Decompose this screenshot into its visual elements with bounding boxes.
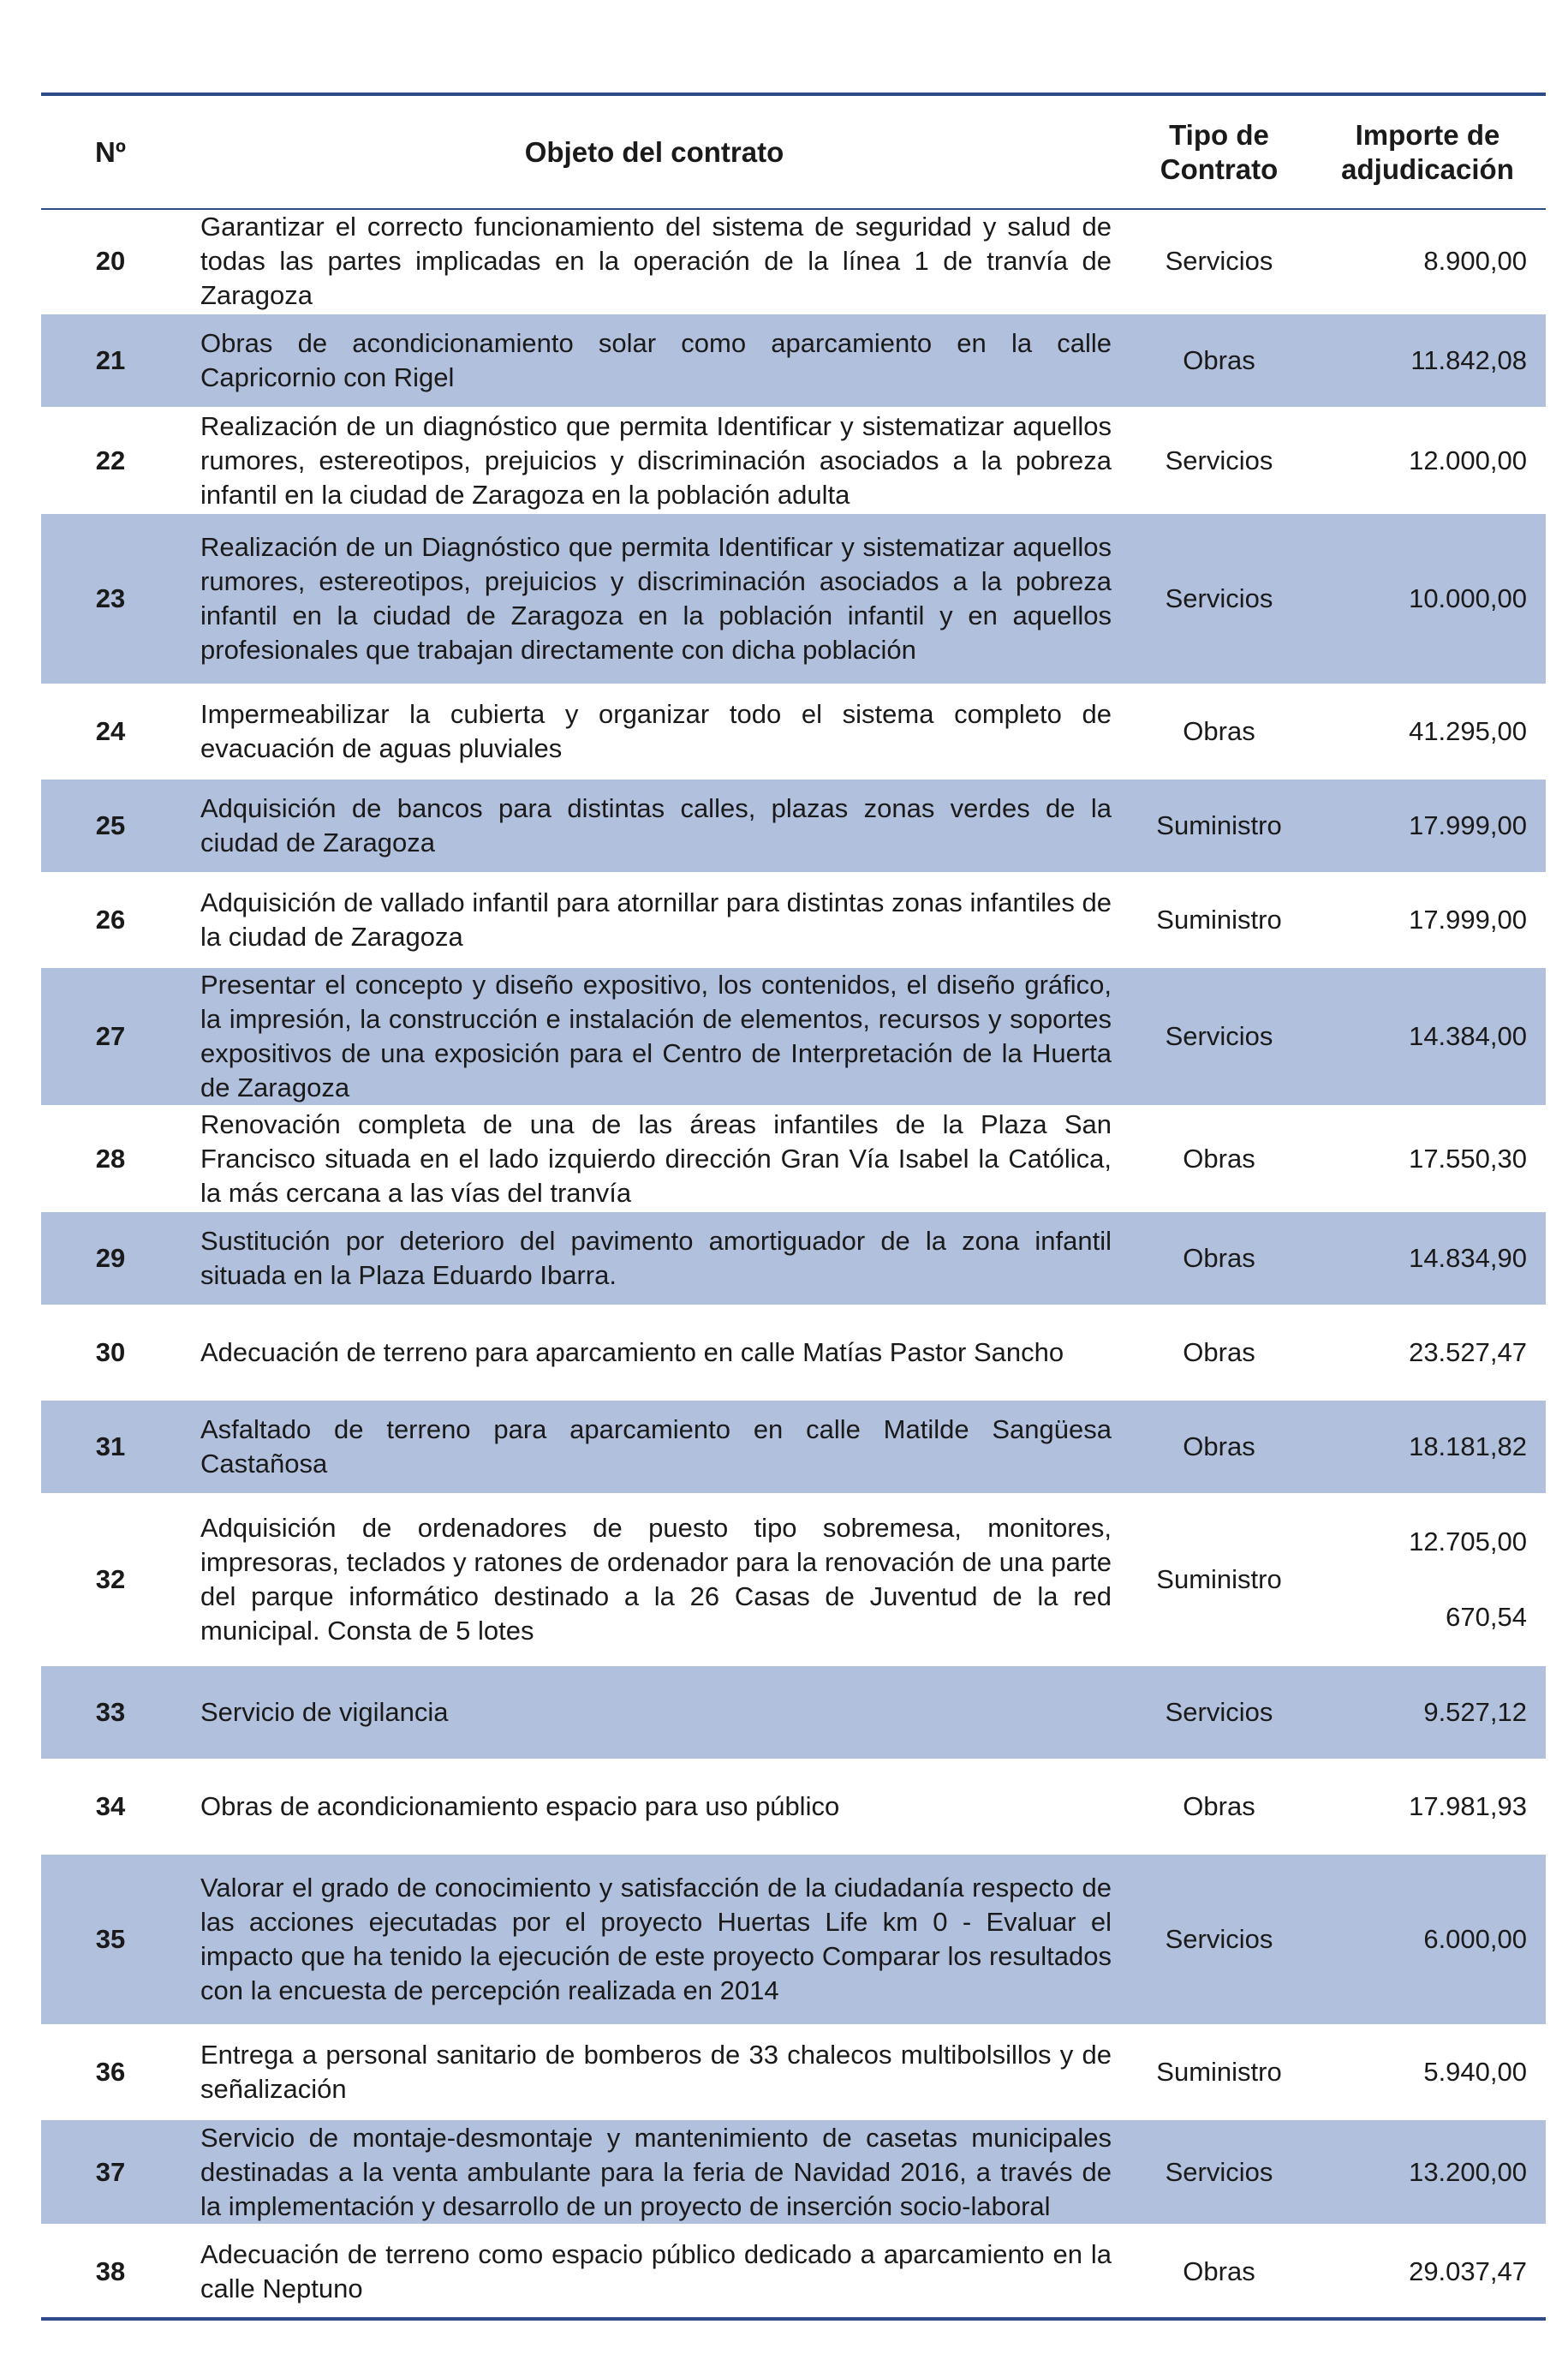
row-importe: 17.981,93 <box>1409 1791 1527 1821</box>
header-importe: Importe de adjudicación <box>1341 118 1514 185</box>
table-row <box>41 967 1546 1106</box>
row-number: 28 <box>95 1143 126 1174</box>
row-number: 26 <box>95 905 126 935</box>
row-tipo: Suministro <box>1156 2057 1282 2087</box>
header-tipo: Tipo de Contrato <box>1160 118 1279 185</box>
row-number: 36 <box>95 2057 126 2087</box>
row-tipo: Servicios <box>1165 445 1273 475</box>
row-number: 21 <box>41 314 180 408</box>
row-tipo: Obras <box>1129 314 1309 408</box>
row-number: 37 <box>41 2119 180 2225</box>
header-num: Nº <box>95 135 126 168</box>
row-importe: 14.834,90 <box>1309 1211 1546 1306</box>
row-number: 30 <box>95 1337 126 1367</box>
contracts-table <box>41 93 1546 2321</box>
table-row <box>41 1211 1546 1306</box>
row-importe: 6.000,00 <box>1309 1854 1546 2025</box>
row-importe: 14.384,00 <box>1309 967 1546 1106</box>
row-number: 23 <box>41 513 180 684</box>
importe-value: 12.705,00 <box>1409 1527 1527 1556</box>
row-importe: 18.181,82 <box>1309 1400 1546 1494</box>
row-tipo: Obras <box>1183 2256 1255 2286</box>
row-number: 22 <box>95 445 126 475</box>
row-objeto: Adquisición de vallado infantil para atornillar para distintas zonas infantiles de la ciudad de Zaragoza <box>200 887 1112 952</box>
row-number: 35 <box>41 1854 180 2025</box>
table-row <box>41 209 1546 314</box>
table-body <box>41 209 1546 2319</box>
table-row <box>41 779 1546 873</box>
row-importe: 8.900,00 <box>1423 246 1527 276</box>
row-objeto: Realización de un diagnóstico que permita Identificar y sistematizar aquellos rumores, estereotipos, prejuicios y discriminación asociados a la pobreza infantil en la ciudad de Zaragoza en la población adulta <box>200 410 1112 510</box>
row-tipo: Obras <box>1183 716 1255 746</box>
row-tipo: Servicios <box>1129 1665 1309 1760</box>
row-objeto: Impermeabilizar la cubierta y organizar todo el sistema completo de evacuación de aguas pluviales <box>200 699 1112 763</box>
row-number: 31 <box>41 1400 180 1494</box>
table-row <box>41 873 1546 967</box>
row-number: 34 <box>95 1791 126 1821</box>
row-number: 32 <box>95 1564 126 1594</box>
row-tipo: Obras <box>1183 1791 1255 1821</box>
row-importe: 17.999,00 <box>1409 905 1527 935</box>
row-objeto: Sustitución por deterioro del pavimento amortiguador de la zona infantil situada en la Plaza Eduardo Ibarra. <box>180 1211 1129 1306</box>
table-row <box>41 408 1546 513</box>
row-tipo: Servicios <box>1129 2119 1309 2225</box>
row-objeto: Valorar el grado de conocimiento y satisfacción de la ciudadanía respecto de las acciones ejecutadas por el proyecto Huertas Life km 0 - Evaluar el impacto que ha tenido la ejecución de este proyecto Comparar los resultados con la encuesta de percepción realizada en 2014 <box>180 1854 1129 2025</box>
row-objeto: Renovación completa de una de las áreas infantiles de la Plaza San Francisco situada en el lado izquierdo dirección Gran Vía Isabel la Católica, la más cercana a las vías del tranvía <box>200 1108 1112 1208</box>
row-objeto: Obras de acondicionamiento solar como aparcamiento en la calle Capricornio con Rigel <box>180 314 1129 408</box>
row-importe: 5.940,00 <box>1423 2057 1527 2087</box>
row-importe: 11.842,08 <box>1309 314 1546 408</box>
row-tipo: Servicios <box>1129 1854 1309 2025</box>
row-number: 20 <box>95 246 126 276</box>
row-objeto: Adecuación de terreno como espacio público dedicado a aparcamiento en la calle Neptuno <box>200 2238 1112 2303</box>
importe-value: 670,54 <box>1446 1602 1527 1632</box>
table-row <box>41 1854 1546 2025</box>
table-row <box>41 1760 1546 1854</box>
row-importe: 17.550,30 <box>1409 1143 1527 1174</box>
row-importe: 41.295,00 <box>1409 716 1527 746</box>
row-tipo: Suministro <box>1156 905 1282 935</box>
row-objeto: Adecuación de terreno para aparcamiento en calle Matías Pastor Sancho <box>200 1337 1064 1367</box>
table-row <box>41 2119 1546 2225</box>
table-row <box>41 2025 1546 2119</box>
table-row <box>41 314 1546 408</box>
row-tipo: Servicios <box>1129 513 1309 684</box>
row-importe <box>1309 1494 1546 1665</box>
row-tipo: Servicios <box>1165 246 1273 276</box>
row-objeto: Entrega a personal sanitario de bomberos de 33 chalecos multibolsillos y de señalización <box>200 2040 1112 2104</box>
row-objeto: Asfaltado de terreno para aparcamiento en calle Matilde Sangüesa Castañosa <box>180 1400 1129 1494</box>
row-objeto: Garantizar el correcto funcionamiento del sistema de seguridad y salud de todas las partes implicadas en la operación de la línea 1 de tranvía de Zaragoza <box>200 212 1112 310</box>
table-row <box>41 2225 1546 2319</box>
header-objeto: Objeto del contrato <box>524 135 784 168</box>
contracts-page <box>41 93 1546 2321</box>
row-objeto: Realización de un Diagnóstico que permita Identificar y sistematizar aquellos rumores, estereotipos, prejuicios y discriminación asociados a la pobreza infantil en la ciudad de Zaragoza en la población infantil y en aquellos profesionales que trabajan directamente con dicha población <box>180 513 1129 684</box>
row-tipo: Obras <box>1183 1143 1255 1174</box>
row-tipo: Servicios <box>1129 967 1309 1106</box>
table-row <box>41 1306 1546 1400</box>
row-importe: 17.999,00 <box>1309 779 1546 873</box>
row-objeto: Presentar el concepto y diseño expositivo, los contenidos, el diseño gráfico, la impresión, la construcción e instalación de elementos, recursos y soportes expositivos de una exposición para el Centro de Interpretación de la Huerta de Zaragoza <box>180 967 1129 1106</box>
row-importe: 10.000,00 <box>1309 513 1546 684</box>
table-row <box>41 513 1546 684</box>
row-number: 29 <box>41 1211 180 1306</box>
row-number: 24 <box>95 716 126 746</box>
row-importe: 23.527,47 <box>1409 1337 1527 1367</box>
table-row <box>41 1400 1546 1494</box>
row-objeto: Obras de acondicionamiento espacio para uso público <box>200 1791 840 1821</box>
row-number: 25 <box>41 779 180 873</box>
row-number: 33 <box>41 1665 180 1760</box>
row-tipo: Obras <box>1129 1400 1309 1494</box>
row-objeto: Servicio de montaje-desmontaje y mantenimiento de casetas municipales destinadas a la venta ambulante para la feria de Navidad 2016, a través de la implementación y desarrollo de un proyecto de inserción socio-laboral <box>180 2119 1129 2225</box>
row-objeto: Servicio de vigilancia <box>180 1665 1129 1760</box>
row-number: 27 <box>41 967 180 1106</box>
row-objeto: Adquisición de ordenadores de puesto tipo sobremesa, monitores, impresoras, teclados y ratones de ordenador para la renovación de una parte del parque informático destinado a la 26 Casas de Juventud de la red municipal. Consta de 5 lotes <box>200 1513 1112 1646</box>
row-importe: 13.200,00 <box>1309 2119 1546 2225</box>
table-row <box>41 684 1546 779</box>
row-number: 38 <box>95 2256 126 2286</box>
table-row <box>41 1665 1546 1760</box>
row-tipo: Obras <box>1129 1211 1309 1306</box>
row-tipo: Obras <box>1183 1337 1255 1367</box>
row-importe: 9.527,12 <box>1309 1665 1546 1760</box>
row-tipo: Suministro <box>1129 779 1309 873</box>
table-row <box>41 1106 1546 1211</box>
row-importe: 29.037,47 <box>1409 2256 1527 2286</box>
row-importe: 12.000,00 <box>1409 445 1527 475</box>
table-row <box>41 1494 1546 1665</box>
row-tipo: Suministro <box>1156 1564 1282 1594</box>
row-objeto: Adquisición de bancos para distintas calles, plazas zonas verdes de la ciudad de Zaragoza <box>180 779 1129 873</box>
table-header <box>41 94 1546 209</box>
